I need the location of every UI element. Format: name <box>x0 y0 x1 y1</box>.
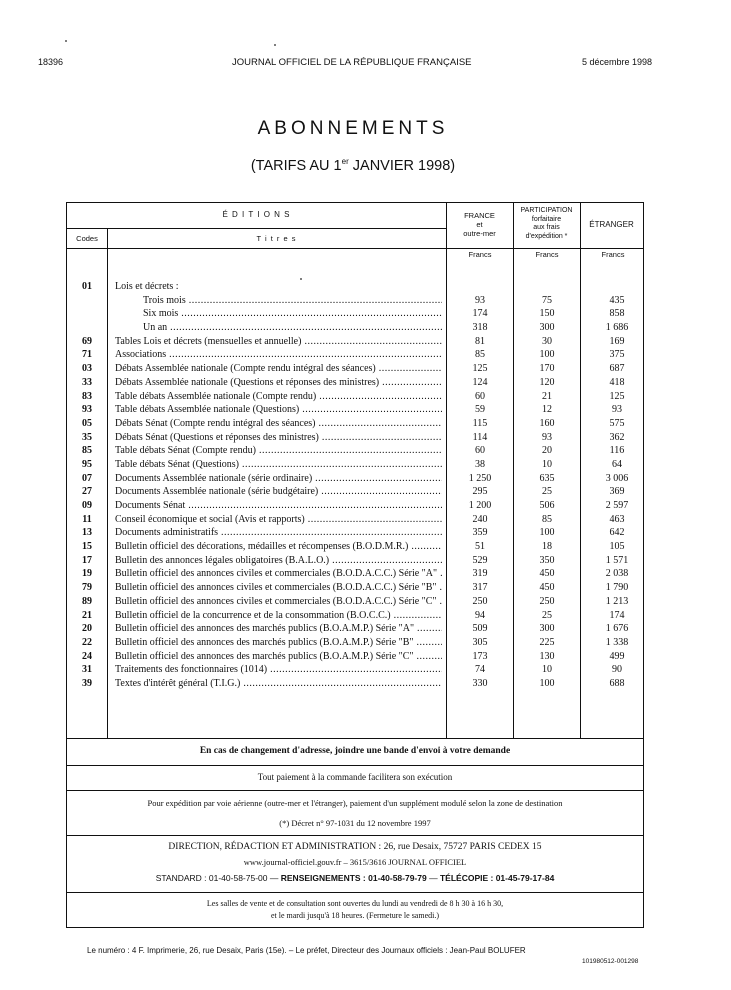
row-price-participation: 160 <box>539 417 555 429</box>
row-price-participation: 85 <box>542 513 552 525</box>
table-divider <box>67 228 446 229</box>
table-row <box>67 663 643 677</box>
row-title: Documents Assemblée nationale (série budgétaire) ..... <box>115 485 442 499</box>
etranger-header: ÉTRANGER <box>589 220 634 229</box>
table-row <box>67 348 643 362</box>
row-title: Documents Assemblée nationale (série ordinaire) ..... <box>115 472 442 486</box>
row-price-participation: 93 <box>542 431 552 443</box>
contact-block <box>66 836 644 893</box>
subtitle-text: (TARIFS AU 1 <box>250 157 342 174</box>
notice-address <box>66 738 644 766</box>
row-code: 35 <box>82 431 92 443</box>
row-price-participation: 170 <box>539 363 555 375</box>
table-row <box>67 485 643 499</box>
row-price-etranger: 688 <box>609 677 625 689</box>
row-price-france: 125 <box>472 363 488 375</box>
row-price-france: 59 <box>475 404 485 416</box>
row-title: Table débats Assemblée nationale (Compte rendu) ..... <box>115 390 442 404</box>
row-code: 19 <box>82 568 92 580</box>
journal-title: JOURNAL OFFICIEL DE LA RÉPUBLIQUE FRANÇAISE <box>232 57 472 68</box>
row-price-france: 81 <box>475 335 485 347</box>
contact-direction: DIRECTION, RÉDACTION ET ADMINISTRATION : 26, rue Desaix, 75727 PARIS CEDEX 15 <box>168 842 542 852</box>
row-price-participation: 635 <box>539 472 555 484</box>
row-title: Conseil économique et social (Avis et rapports) ..... <box>115 513 442 527</box>
table-row <box>67 362 643 376</box>
row-code: 11 <box>82 513 92 525</box>
codes-header: Codes <box>76 234 98 243</box>
row-price-participation: 75 <box>542 294 552 306</box>
row-code: 83 <box>82 390 92 402</box>
table-row <box>67 513 643 527</box>
row-price-france: 509 <box>472 623 488 635</box>
row-price-france: 318 <box>472 322 488 334</box>
row-code: 17 <box>82 554 92 566</box>
table-row <box>67 307 643 321</box>
row-price-france: 60 <box>475 390 485 402</box>
table-row <box>67 595 643 609</box>
page-subtitle <box>0 157 706 174</box>
row-title: Bulletin officiel des annonces civiles et commerciales (B.O.D.A.C.C.) Série "C" ..... <box>115 595 442 609</box>
table-row <box>67 431 643 445</box>
row-price-france: 1 200 <box>468 500 492 511</box>
contact-telecopie: TÉLÉCOPIE : 01-45-79-17-84 <box>439 873 555 883</box>
row-price-participation: 130 <box>539 650 555 662</box>
row-price-france: 115 <box>472 417 488 429</box>
row-price-etranger: 369 <box>609 486 625 498</box>
table-row <box>67 677 643 691</box>
row-title: Documents administratifs ..... <box>115 526 442 540</box>
row-code: 39 <box>82 677 92 689</box>
row-price-participation: 350 <box>539 554 555 566</box>
table-row <box>67 581 643 595</box>
row-price-participation: 300 <box>539 322 555 334</box>
row-title: Bulletin officiel des annonces des marchés publics (B.O.A.M.P.) Série "C" ..... <box>115 650 442 664</box>
row-code: 13 <box>82 527 92 539</box>
row-price-etranger: 687 <box>609 363 625 375</box>
row-code: 21 <box>82 609 92 621</box>
row-code: 09 <box>82 500 92 511</box>
hours-line-1: Les salles de vente et de consultation sont ouvertes du lundi au vendredi de 8 h 30 à 16 h 30, <box>206 899 504 908</box>
row-price-etranger: 169 <box>609 335 625 347</box>
row-price-france: 319 <box>472 568 488 580</box>
row-title: Table débats Assemblée nationale (Questions) ..... <box>115 403 442 417</box>
row-code: 24 <box>82 650 92 662</box>
footer-reference: 101980512-001298 <box>582 958 639 965</box>
table-row <box>67 458 643 472</box>
contact-separator: — <box>269 873 279 883</box>
table-row <box>67 622 643 636</box>
table-row <box>67 609 643 623</box>
row-price-etranger: 93 <box>612 404 622 416</box>
row-code: 69 <box>82 335 92 347</box>
row-code: 03 <box>82 363 92 375</box>
row-price-france: 330 <box>472 677 488 689</box>
row-code: 20 <box>82 623 92 635</box>
row-title: Traitements des fonctionnaires (1014) ..... <box>115 663 442 677</box>
row-title: Table débats Sénat (Compte rendu) ..... <box>115 444 442 458</box>
titres-header: T i t r e s <box>256 234 297 243</box>
page-title: ABONNEMENTS <box>257 118 449 139</box>
row-code: 33 <box>82 376 92 388</box>
row-code: 15 <box>82 541 92 553</box>
row-price-participation: 18 <box>542 541 552 553</box>
table-row <box>67 294 643 308</box>
opening-hours <box>66 893 644 928</box>
scan-speck <box>300 278 302 280</box>
row-price-participation: 450 <box>539 568 555 580</box>
row-price-france: 94 <box>475 609 485 621</box>
row-price-etranger: 2 597 <box>605 500 629 511</box>
row-title: Tables Lois et décrets (mensuelles et annuelle) ..... <box>115 335 442 349</box>
row-title: Bulletin officiel de la concurrence et de la consommation (B.O.C.C.) ..... <box>115 609 442 623</box>
notice-airmail <box>66 791 644 836</box>
row-code: 22 <box>82 636 92 648</box>
contact-standard: STANDARD : 01-40-58-75-00 <box>155 873 268 883</box>
row-price-etranger: 64 <box>612 458 622 470</box>
row-price-etranger: 642 <box>609 527 625 539</box>
row-price-participation: 20 <box>542 445 552 457</box>
row-price-participation: 25 <box>542 609 552 621</box>
row-price-etranger: 435 <box>609 294 625 306</box>
row-price-etranger: 463 <box>609 513 625 525</box>
subtitle-text-end: JANVIER 1998) <box>348 157 456 174</box>
row-code: 01 <box>82 281 92 292</box>
row-code: 07 <box>82 472 92 484</box>
row-title: Bulletin officiel des décorations, médailles et récompenses (B.O.D.M.R.) ..... <box>115 540 442 554</box>
footer-imprint: Le numéro : 4 F. Imprimerie, 26, rue Desaix, Paris (15e). – Le préfet, Directeur des Journaux officiels : Jean-Paul BOLUFER <box>87 946 526 955</box>
row-title: Six mois ..... <box>143 307 442 321</box>
row-price-france: 250 <box>472 595 488 607</box>
row-price-etranger: 1 571 <box>605 554 629 566</box>
row-price-participation: 10 <box>542 458 552 470</box>
row-price-etranger: 575 <box>609 417 625 429</box>
row-price-etranger: 3 006 <box>605 472 629 484</box>
editions-header: É D I T I O N S <box>222 210 291 219</box>
page-number: 18396 <box>38 57 64 67</box>
row-code: 05 <box>82 417 92 429</box>
unit-participation: Francs <box>535 250 559 259</box>
hours-line-2: et le mardi jusqu'à 18 heures. (Fermeture le samedi.) <box>270 911 440 920</box>
contact-separator: — <box>429 873 438 883</box>
row-title: Bulletin officiel des annonces civiles et commerciales (B.O.D.A.C.C.) Série "B" ..... <box>115 581 442 595</box>
france-header: FRANCE et outre-mer <box>463 211 496 238</box>
row-code: 85 <box>82 445 92 457</box>
notice-payment <box>66 766 644 791</box>
row-code: 27 <box>82 486 92 498</box>
row-price-france: 51 <box>475 541 485 553</box>
row-code: 79 <box>82 582 92 594</box>
row-price-participation: 100 <box>539 349 555 361</box>
notice-payment-text: Tout paiement à la commande facilitera son exécution <box>257 772 453 782</box>
row-price-etranger: 2 038 <box>605 568 629 580</box>
table-row <box>67 444 643 458</box>
row-price-etranger: 499 <box>609 650 625 662</box>
row-price-participation: 120 <box>539 376 555 388</box>
row-price-etranger: 1 676 <box>605 623 629 635</box>
row-price-france: 1 250 <box>468 472 492 484</box>
row-price-france: 240 <box>472 513 488 525</box>
row-price-etranger: 125 <box>609 390 625 402</box>
table-row <box>67 417 643 431</box>
scan-speck <box>274 44 276 46</box>
row-price-participation: 506 <box>539 500 555 511</box>
scan-speck <box>65 40 67 42</box>
table-row <box>67 650 643 664</box>
row-title: Textes d'intérêt général (T.I.G.) ..... <box>115 677 442 691</box>
row-price-france: 174 <box>472 308 488 320</box>
row-title: Trois mois ..... <box>143 294 442 308</box>
row-price-france: 38 <box>475 458 485 470</box>
row-code: 31 <box>82 664 92 676</box>
row-price-etranger: 1 213 <box>605 595 629 607</box>
row-title: Débats Sénat (Compte rendu intégral des séances) ..... <box>115 417 442 431</box>
issue-date: 5 décembre 1998 <box>582 57 653 67</box>
row-price-france: 85 <box>475 349 485 361</box>
contact-phones <box>67 873 643 883</box>
subtitle-superscript: er <box>341 157 349 166</box>
row-title: Débats Sénat (Questions et réponses des ministres) ..... <box>115 431 442 445</box>
row-price-participation: 100 <box>539 677 555 689</box>
row-price-etranger: 362 <box>609 431 625 443</box>
row-title: Débats Assemblée nationale (Compte rendu intégral des séances) ..... <box>115 362 442 376</box>
table-row <box>67 280 643 294</box>
table-row <box>67 567 643 581</box>
row-price-france: 124 <box>472 376 488 388</box>
row-price-etranger: 1 338 <box>605 636 629 648</box>
unit-france: Francs <box>468 250 492 259</box>
row-title: Table débats Sénat (Questions) ..... <box>115 458 442 472</box>
row-price-etranger: 375 <box>609 349 625 361</box>
row-code: 71 <box>82 349 92 361</box>
row-price-participation: 12 <box>542 404 552 416</box>
row-price-france: 114 <box>472 431 488 443</box>
row-price-france: 359 <box>472 527 488 539</box>
row-price-france: 305 <box>472 636 488 648</box>
table-row <box>67 554 643 568</box>
row-price-participation: 150 <box>539 308 555 320</box>
contact-web: www.journal-officiel.gouv.fr – 3615/3616 JOURNAL OFFICIEL <box>243 857 467 867</box>
row-price-france: 295 <box>472 486 488 498</box>
row-price-france: 529 <box>472 554 488 566</box>
row-title: Débats Assemblée nationale (Questions et réponses des ministres) ..... <box>115 376 442 390</box>
row-price-etranger: 116 <box>609 445 625 457</box>
row-price-etranger: 1 686 <box>605 322 629 334</box>
row-title: Bulletin officiel des annonces des marchés publics (B.O.A.M.P.) Série "B" ..... <box>115 636 442 650</box>
table-row <box>67 472 643 486</box>
unit-etranger: Francs <box>601 250 625 259</box>
row-price-france: 74 <box>475 664 485 676</box>
row-title: Lois et décrets : <box>115 281 179 292</box>
row-price-france: 317 <box>472 582 488 594</box>
table-divider <box>67 248 643 249</box>
notice-address-text: En cas de changement d'adresse, joindre une bande d'envoi à votre demande <box>199 746 511 756</box>
row-title: Bulletin officiel des annonces civiles et commerciales (B.O.D.A.C.C.) Série "A" ..... <box>115 567 442 581</box>
row-price-participation: 100 <box>539 527 555 539</box>
participation-header: PARTICIPATION forfaitaire aux frais d'expédition * <box>520 207 573 240</box>
notice-airmail-text: Pour expédition par voie aérienne (outre-mer et l'étranger), paiement d'un supplément modulé selon la zone de destination <box>147 798 563 808</box>
table-row <box>67 390 643 404</box>
table-row <box>67 403 643 417</box>
row-title: Documents Sénat ..... <box>115 499 442 513</box>
row-price-participation: 21 <box>542 390 552 402</box>
row-price-etranger: 1 790 <box>605 582 629 594</box>
row-price-france: 93 <box>475 294 485 306</box>
row-price-participation: 250 <box>539 595 555 607</box>
row-price-etranger: 858 <box>609 308 625 320</box>
table-row <box>67 335 643 349</box>
row-title: Un an ..... <box>143 321 442 335</box>
table-row <box>67 499 643 513</box>
row-price-participation: 25 <box>542 486 552 498</box>
row-price-participation: 300 <box>539 623 555 635</box>
table-row <box>67 526 643 540</box>
row-price-france: 60 <box>475 445 485 457</box>
row-price-etranger: 90 <box>612 664 622 676</box>
table-row <box>67 321 643 335</box>
row-price-france: 173 <box>472 650 488 662</box>
row-code: 95 <box>82 458 92 470</box>
table-row <box>67 540 643 554</box>
row-price-participation: 450 <box>539 582 555 594</box>
notice-decree-text: (*) Décret n° 97-1031 du 12 novembre 1997 <box>279 818 431 828</box>
table-row <box>67 376 643 390</box>
row-price-participation: 225 <box>539 636 555 648</box>
table-row <box>67 636 643 650</box>
row-price-participation: 30 <box>542 335 552 347</box>
contact-renseignements: RENSEIGNEMENTS : 01-40-58-79-79 <box>280 873 427 883</box>
row-code: 89 <box>82 595 92 607</box>
row-title: Bulletin des annonces légales obligatoires (B.A.L.O.) ..... <box>115 554 442 568</box>
subscription-table <box>66 202 644 739</box>
row-price-etranger: 174 <box>609 609 625 621</box>
row-price-etranger: 105 <box>609 541 625 553</box>
row-title: Associations ..... <box>115 348 442 362</box>
table-body <box>67 280 643 691</box>
row-price-participation: 10 <box>542 664 552 676</box>
row-code: 93 <box>82 404 92 416</box>
row-price-etranger: 418 <box>609 376 625 388</box>
row-title: Bulletin officiel des annonces des marchés publics (B.O.A.M.P.) Série "A" ..... <box>115 622 442 636</box>
